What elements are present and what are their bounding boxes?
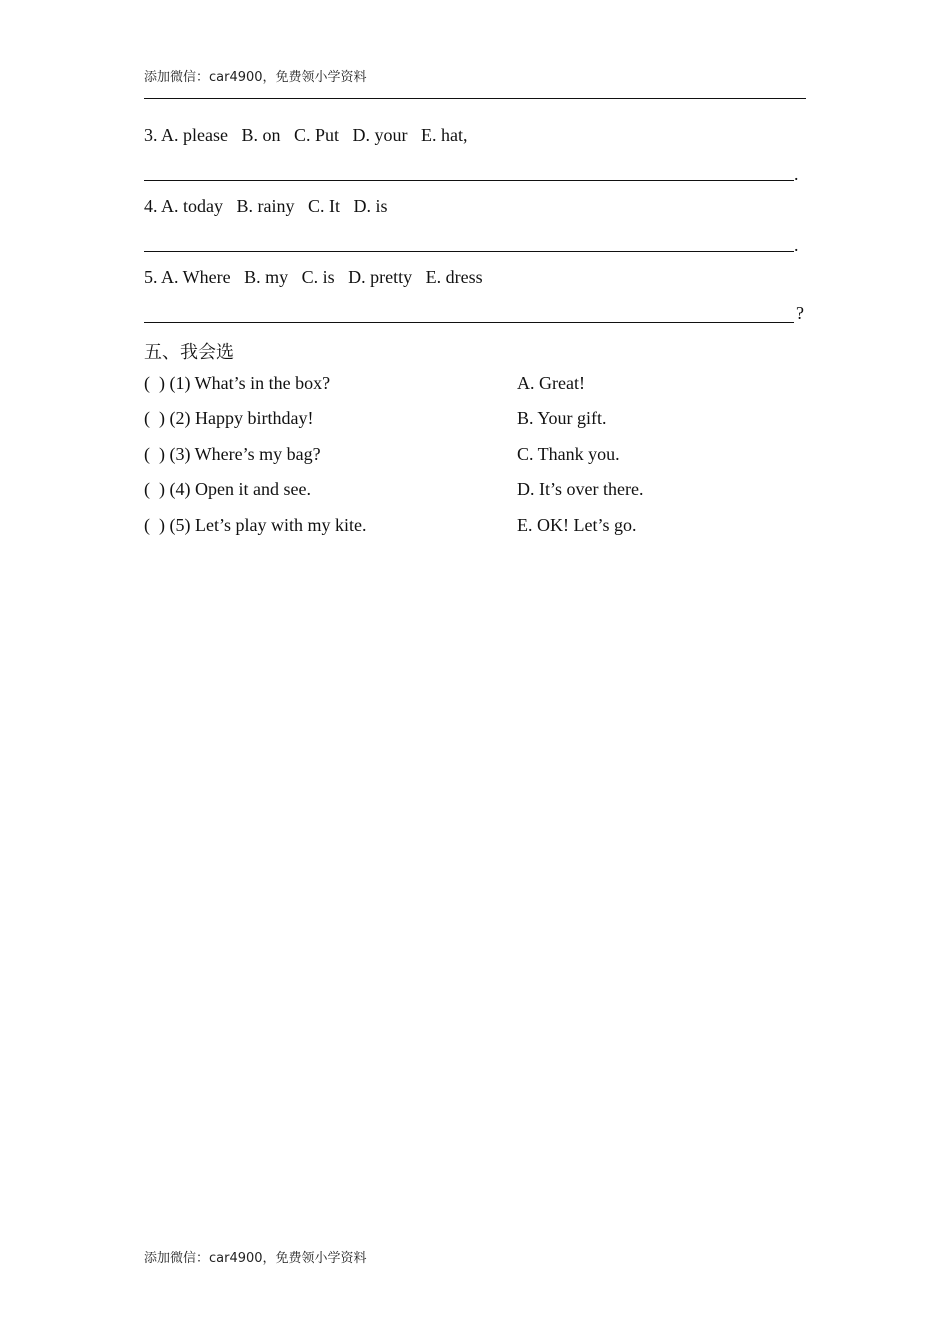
page-footer: 添加微信：car4900，免费领小学资料 [144, 1251, 367, 1266]
match-answer: B. Your gift. [517, 408, 607, 428]
answer-end-mark-3: . [794, 164, 799, 184]
match-question: ( ) (4) Open it and see. [144, 479, 311, 499]
match-question: ( ) (2) Happy birthday! [144, 408, 314, 428]
answer-line-5 [144, 322, 794, 323]
question-4: 4. A. today B. rainy C. It D. is [144, 196, 388, 216]
answer-line-3 [144, 180, 794, 181]
match-answer: A. Great! [517, 373, 585, 393]
match-answer: C. Thank you. [517, 444, 620, 464]
match-question: ( ) (3) Where’s my bag? [144, 444, 321, 464]
match-answer: D. It’s over there. [517, 479, 644, 499]
answer-line-4 [144, 251, 794, 252]
match-question: ( ) (1) What’s in the box? [144, 373, 331, 393]
match-answer: E. OK! Let’s go. [517, 515, 637, 535]
match-question: ( ) (5) Let’s play with my kite. [144, 515, 367, 535]
question-5: 5. A. Where B. my C. is D. pretty E. dress [144, 267, 483, 287]
answer-end-mark-5: ? [796, 303, 804, 323]
section-title: 五、我会选 [144, 342, 234, 363]
page-header: 添加微信：car4900，免费领小学资料 [144, 70, 367, 85]
header-divider [144, 98, 806, 99]
answer-end-mark-4: . [794, 235, 799, 255]
question-3: 3. A. please B. on C. Put D. your E. hat, [144, 125, 468, 145]
